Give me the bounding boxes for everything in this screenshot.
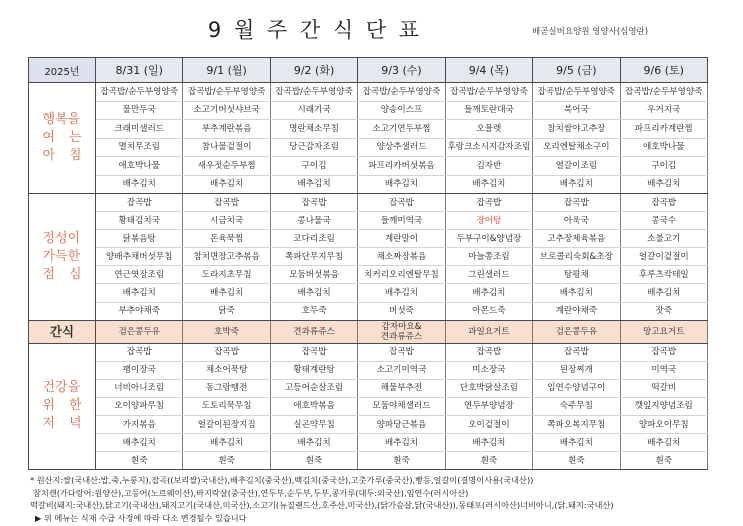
day-header: 9/3 (수) [358, 58, 445, 83]
menu-item: 당근감자조림 [270, 138, 357, 157]
menu-item: 소고기연두부찜 [358, 120, 445, 139]
menu-item: 잡곡밥 [358, 343, 445, 361]
menu-item: 참치쌈야고추장 [533, 120, 620, 139]
menu-item: 배추김치 [96, 175, 183, 194]
menu-item: 양배추채버섯무침 [96, 248, 183, 266]
menu-item: 너비아니조림 [96, 379, 183, 397]
menu-item: 잡곡밥/순두부영양죽 [96, 83, 183, 102]
menu-item: 시래기국 [270, 101, 357, 120]
menu-item: 북어국 [533, 101, 620, 120]
menu-item: 깻잎지양념조림 [620, 397, 707, 415]
menu-item: 잡곡밥/순두부영양죽 [270, 83, 357, 102]
menu-item: 코다리조림 [270, 230, 357, 248]
lunch-row [29, 194, 708, 212]
menu-item: 배추김치 [445, 434, 532, 452]
menu-item: 배추김치 [270, 175, 357, 194]
menu-item: 황태김치국 [96, 212, 183, 230]
day-header: 9/6 (토) [620, 58, 707, 83]
menu-item: 견과류쥬스 [270, 320, 357, 343]
menu-item: 배추김치 [533, 175, 620, 194]
menu-item: 닭볶음탕 [96, 230, 183, 248]
menu-item: 배추김치 [183, 284, 270, 302]
breakfast-label-line: 아 침 [42, 148, 82, 163]
menu-item: 고등어순살조림 [270, 379, 357, 397]
dinner-row [29, 416, 708, 434]
menu-item: 콩국수 [620, 212, 707, 230]
breakfast-row [29, 175, 708, 194]
menu-item: 가지볶음 [96, 416, 183, 434]
lunch-label-line: 점 심 [42, 266, 82, 282]
menu-item: 애호박나물 [620, 138, 707, 157]
menu-item: 배추김치 [445, 175, 532, 194]
menu-item: 떡갈비 [620, 379, 707, 397]
menu-item: 된장찌개 [533, 361, 620, 379]
menu-item: 계란야채죽 [533, 302, 620, 320]
menu-item: 잡곡밥 [183, 194, 270, 212]
menu-item: 잡곡밥/순두부영양죽 [620, 83, 707, 102]
menu-item: 배추김치 [358, 284, 445, 302]
menu-item: 흰죽 [270, 452, 357, 470]
menu-item: 모둠버섯볶음 [270, 266, 357, 284]
menu-item: 소불고기 [620, 230, 707, 248]
dinner-label-line: 저 녁 [42, 416, 82, 432]
menu-item: 검은콩두유 [533, 320, 620, 343]
breakfast-row [29, 120, 708, 139]
menu-change-notice: ▶ 위 메뉴는 식재 수급 사정에 따라 다소 변경될수 있습니다 [35, 512, 247, 523]
menu-item: 그린샐러드 [445, 266, 532, 284]
menu-item: 배추김치 [270, 434, 357, 452]
menu-item: 우거지국 [620, 101, 707, 120]
menu-item: 잡곡밥 [533, 194, 620, 212]
menu-item: 연두부양념장 [445, 397, 532, 415]
dinner-label [29, 343, 96, 470]
menu-item: 황태계란탕 [270, 361, 357, 379]
menu-item: 부추야채죽 [96, 302, 183, 320]
menu-item: 잡곡밥 [358, 194, 445, 212]
menu-header [29, 58, 708, 83]
menu-item: 후랑크소시지감자조림 [445, 138, 532, 157]
menu-item: 양송이스프 [358, 101, 445, 120]
menu-item: 잡곡밥 [445, 194, 532, 212]
snack-row [29, 320, 708, 343]
day-header: 9/4 (목) [445, 58, 532, 83]
menu-item: 애호박볶음 [270, 397, 357, 415]
menu-item: 아욱국 [533, 212, 620, 230]
menu-item: 잡곡밥 [96, 194, 183, 212]
menu-item: 미소장국 [445, 361, 532, 379]
breakfast-row [29, 101, 708, 120]
menu-item: 탕평채 [533, 266, 620, 284]
dinner-row [29, 397, 708, 415]
dinner-label-line: 위 한 [42, 398, 82, 414]
menu-item: 호두죽 [270, 302, 357, 320]
menu-item: 배추김치 [96, 284, 183, 302]
author-note: 배곧실버요양원 영양사(심영란) [532, 27, 649, 37]
breakfast-label-line: 여 는 [42, 130, 82, 145]
lunch-row [29, 248, 708, 266]
menu-item: 배추김치 [183, 175, 270, 194]
menu-item: 구이김 [620, 157, 707, 176]
menu-item: 배추김치 [270, 284, 357, 302]
menu-item: 돈육묵찜 [183, 230, 270, 248]
menu-item: 배추김치 [358, 175, 445, 194]
menu-item: 동그랑땡전 [183, 379, 270, 397]
footer-notes [30, 474, 614, 524]
menu-item: 잡곡밥 [533, 343, 620, 361]
menu-item: 시금치국 [183, 212, 270, 230]
menu-item: 멸치무조림 [96, 138, 183, 157]
menu-item: 오이양파무침 [96, 397, 183, 415]
menu-item: 콩나물국 [270, 212, 357, 230]
menu-item: 치커리오리엔탈무침 [358, 266, 445, 284]
page-title: 9 월 주 간 식 단 표 [207, 18, 423, 42]
menu-item: 팽이장국 [96, 361, 183, 379]
menu-item: 배추김치 [183, 434, 270, 452]
menu-item: 모둠야채샐러드 [358, 397, 445, 415]
lunch-label-line: 정성이 [42, 230, 81, 246]
menu-item: 들깨미역국 [358, 212, 445, 230]
dinner-label-line: 건강을 [42, 380, 81, 396]
menu-item: 해물부추전 [358, 379, 445, 397]
menu-item: 배추김치 [358, 434, 445, 452]
menu-item: 흰죽 [533, 452, 620, 470]
menu-item: 소고기버섯샤브국 [183, 101, 270, 120]
year-header: 2025년 [29, 58, 96, 83]
header-row [29, 58, 708, 83]
menu-item: 참나물겉절이 [183, 138, 270, 157]
menu-item: 배추김치 [620, 434, 707, 452]
menu-item: 김자반 [445, 157, 532, 176]
menu-item: 브로콜리숙회&초장 [533, 248, 620, 266]
menu-item: 배추김치 [620, 175, 707, 194]
menu-item: 채소짜장볶음 [358, 248, 445, 266]
menu-item: 숙주무침 [533, 397, 620, 415]
breakfast-row [29, 83, 708, 102]
menu-item: 잣죽 [620, 302, 707, 320]
menu-item: 얼갈이된장지짐 [183, 416, 270, 434]
menu-item: 마늘쫑조림 [445, 248, 532, 266]
menu-item: 잡곡밥 [270, 343, 357, 361]
menu-item: 쪽파단무지무침 [270, 248, 357, 266]
lunch-row [29, 284, 708, 302]
menu-item: 참치면장고추볶음 [183, 248, 270, 266]
menu-item: 잡곡밥/순두부영양죽 [183, 83, 270, 102]
menu-item: 잡곡밥 [620, 343, 707, 361]
menu-item: 잡곡밥/순두부영양죽 [533, 83, 620, 102]
day-header: 8/31 (일) [96, 58, 183, 83]
dinner-row [29, 361, 708, 379]
menu-item: 감자마요& 견과류쥬스 [358, 320, 445, 343]
breakfast-label [29, 83, 96, 194]
menu-item: 얼갈이겉절이 [620, 248, 707, 266]
menu-item: 흰죽 [358, 452, 445, 470]
lunch-row [29, 266, 708, 284]
day-header: 9/1 (월) [183, 58, 270, 83]
menu-item: 오믈렛 [445, 120, 532, 139]
menu-item: 망고요거트 [620, 320, 707, 343]
menu-item: 고추장제육볶음 [533, 230, 620, 248]
menu-item: 미역국 [620, 361, 707, 379]
menu-item: 잡곡밥 [445, 343, 532, 361]
menu-item: 구이김 [270, 157, 357, 176]
menu-item: 배추김치 [620, 284, 707, 302]
menu-item: 단호박닭살조림 [445, 379, 532, 397]
day-header: 9/2 (화) [270, 58, 357, 83]
menu-item: 잡곡밥/순두부영양죽 [445, 83, 532, 102]
menu-item: 검은콩두유 [96, 320, 183, 343]
menu-item: 배추김치 [533, 284, 620, 302]
menu-item: 채소어묵탕 [183, 361, 270, 379]
menu-item: 물만두국 [96, 101, 183, 120]
menu-item: 잡곡밥 [270, 194, 357, 212]
menu-item: 아몬드죽 [445, 302, 532, 320]
menu-item: 명란채소무침 [270, 120, 357, 139]
dinner-row [29, 379, 708, 397]
breakfast-row [29, 138, 708, 157]
menu-item: 양파당근볶음 [358, 416, 445, 434]
menu-body [29, 83, 708, 470]
lunch-row [29, 230, 708, 248]
menu-item: 잡곡밥 [183, 343, 270, 361]
menu-table [28, 57, 708, 470]
menu-item: 후루츠칵테일 [620, 266, 707, 284]
menu-item: 열갈이조림 [533, 157, 620, 176]
menu-item: 닭죽 [183, 302, 270, 320]
snack-label-line: 간식 [49, 323, 75, 339]
menu-item: 양상추샐러드 [358, 138, 445, 157]
menu-item: 호박죽 [183, 320, 270, 343]
snack-label [29, 320, 96, 343]
dinner-row [29, 434, 708, 452]
origin-note: 참치캔(가다랑어:원양산),고등어(노르웨이산),바지락살(중국산),연두부,순두부,두부,콩가루(대두:외국산),임연수(러시아산) [33, 487, 469, 498]
menu-item: 새우젓순두부찜 [183, 157, 270, 176]
menu-item: 흰죽 [96, 452, 183, 470]
lunch-label-line: 가득한 [42, 248, 81, 264]
menu-item: 도라지초무침 [183, 266, 270, 284]
menu-item: 파프리카버섯볶음 [358, 157, 445, 176]
menu-item: 과일요거트 [445, 320, 532, 343]
menu-item: 임연수양념구이 [533, 379, 620, 397]
menu-item: 도토리묵무침 [183, 397, 270, 415]
menu-item: 들깨토란대국 [445, 101, 532, 120]
menu-item: 오리엔탈채소구이 [533, 138, 620, 157]
dinner-row [29, 452, 708, 470]
menu-item: 잡곡밥 [620, 194, 707, 212]
menu-item: 양파오이무침 [620, 416, 707, 434]
menu-item: 파프리카계란찜 [620, 120, 707, 139]
dinner-row [29, 343, 708, 361]
menu-item: 쪽파오복지무침 [533, 416, 620, 434]
menu-item: 흰죽 [445, 452, 532, 470]
lunch-label [29, 194, 96, 321]
day-header: 9/5 (금) [533, 58, 620, 83]
menu-item: 두부구이&양념장 [445, 230, 532, 248]
menu-item: 잡곡밥 [96, 343, 183, 361]
menu-item: 소고기미역국 [358, 361, 445, 379]
menu-item: 크래미샐러드 [96, 120, 183, 139]
menu-item: 애호박나물 [96, 157, 183, 176]
menu-item: 배추김치 [533, 434, 620, 452]
menu-item: 잡곡밥/순두부영양죽 [358, 83, 445, 102]
menu-item: 흰죽 [183, 452, 270, 470]
menu-item: 버섯죽 [358, 302, 445, 320]
menu-item: 계란말이 [358, 230, 445, 248]
menu-item: 배추김치 [445, 284, 532, 302]
menu-item: 흰죽 [620, 452, 707, 470]
menu-item: 실곤약무침 [270, 416, 357, 434]
menu-item: 부추계란볶음 [183, 120, 270, 139]
lunch-row [29, 302, 708, 320]
menu-item: 연근엿장조림 [96, 266, 183, 284]
lunch-row [29, 212, 708, 230]
breakfast-label-line: 행복을 [42, 112, 81, 127]
menu-item: 배추김치 [96, 434, 183, 452]
menu-item: 장어탕 [445, 212, 532, 230]
breakfast-row [29, 157, 708, 176]
origin-note: 떡갈비(돼지:국내산),닭고기(국내산),돼지고기(국내산,미국산),소고기(뉴질랜드산,호주산,미국산),(닭가슴살,닭(국내산)),동태포(러시아산)너비아니,(닭.돼지:국내산) [30, 500, 614, 510]
origin-note: * 원산지:쌀(국내산:밥,죽,누룽지),잡곡((보리쌀)국내산),배추김치(중국산),백김치(중국산),고춧가루(중국산),빵등,얼갈이(결명이사용(국내산)) [30, 475, 534, 485]
menu-item: 오이겉절이 [445, 416, 532, 434]
